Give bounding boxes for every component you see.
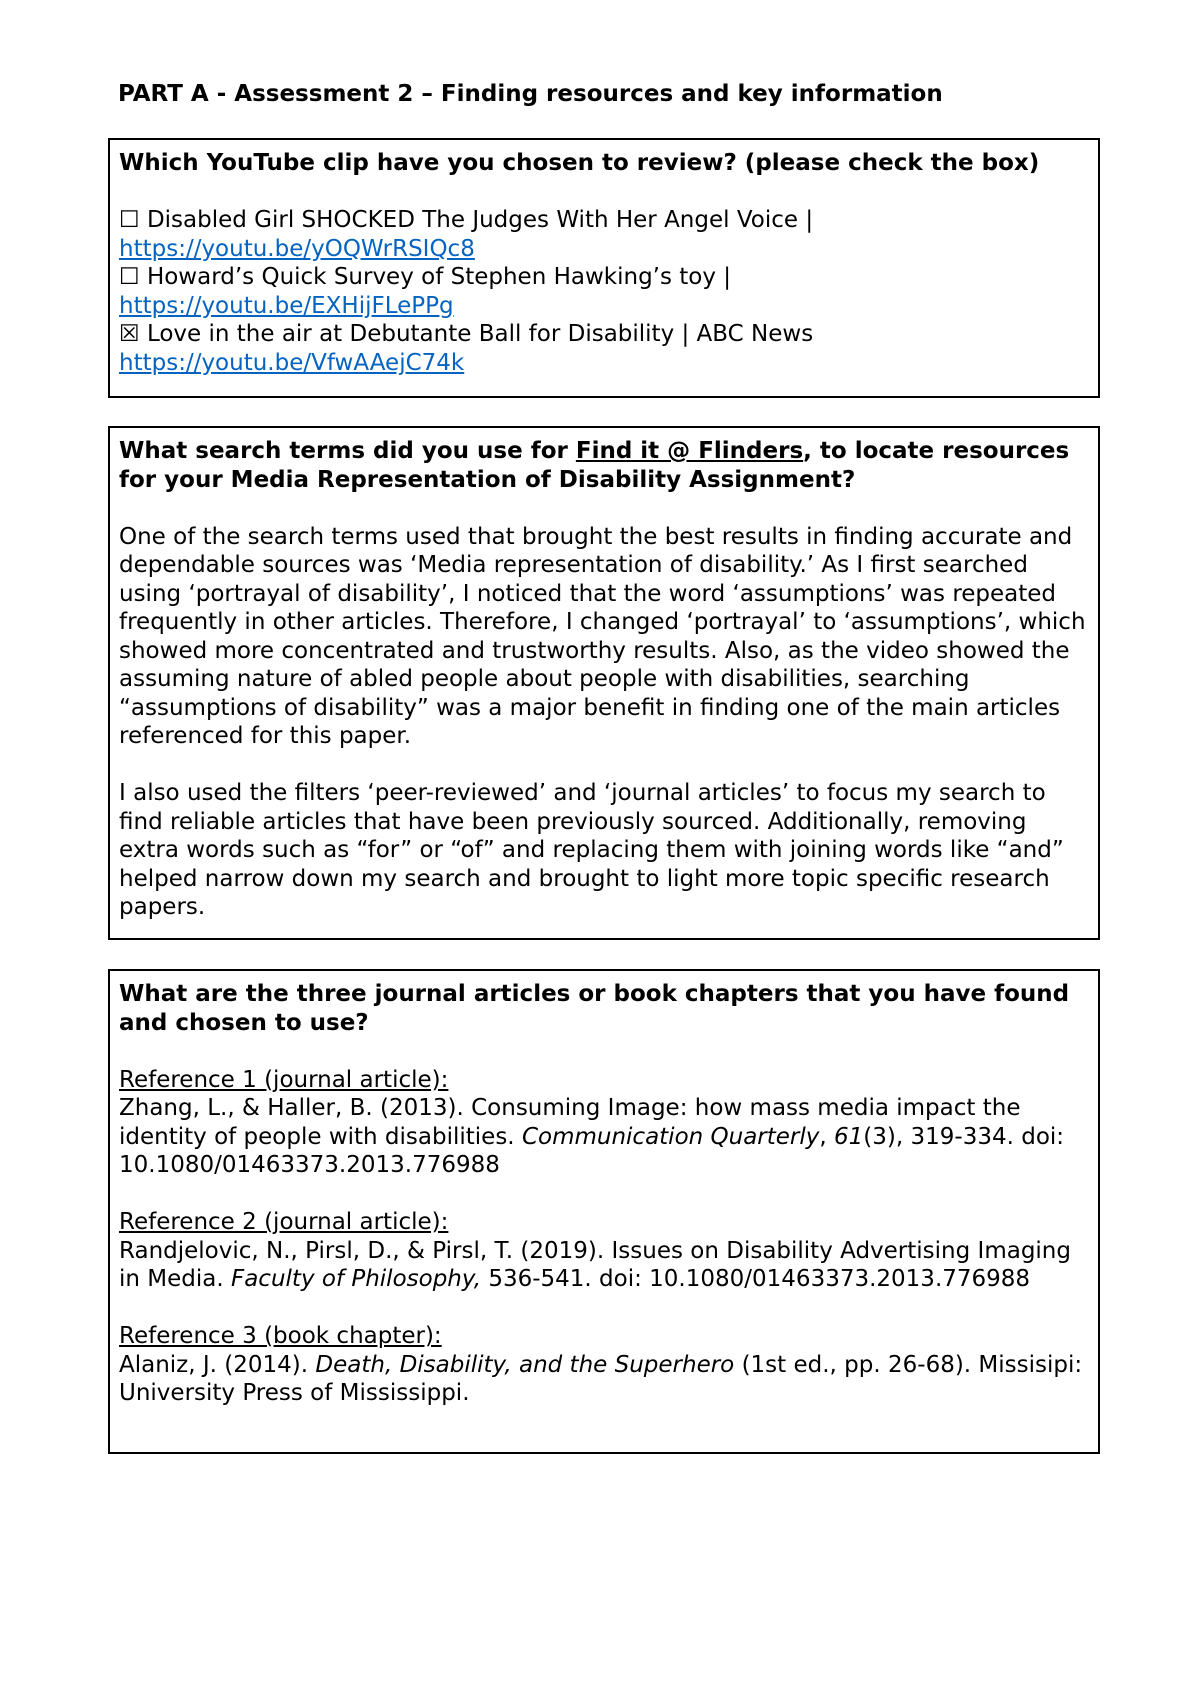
reference-entry <box>119 1322 1089 1408</box>
search-terms-question <box>119 437 1089 494</box>
reference-text: Zhang, L., & Haller, B. (2013). Consuming Image: how mass media impact the identity of people with disabilities. <box>119 1095 1021 1150</box>
reference-text: (3), 319-334. doi: 10.1080/01463373.2013.776988 <box>119 1123 1065 1178</box>
references-question: What are the three journal articles or book chapters that you have found and chosen to use? <box>119 981 1070 1036</box>
video-option <box>119 320 1089 377</box>
reference-text: 536-541. doi: 10.1080/01463373.2013.776988 <box>481 1266 1031 1292</box>
reference-text: , <box>819 1123 835 1150</box>
checkbox-unchecked[interactable]: ☐ <box>119 207 140 233</box>
video-option-title: Howard’s Quick Survey of Stephen Hawking’s toy | <box>146 264 732 290</box>
reference-entry <box>119 1208 1089 1294</box>
video-link[interactable]: https://youtu.be/VfwAAejC74k <box>119 349 465 376</box>
video-choice-question: Which YouTube clip have you chosen to review? (please check the box) <box>119 150 1040 176</box>
reference-entry <box>119 1066 1089 1180</box>
reference-label: Reference 2 (journal article): <box>119 1209 449 1235</box>
video-option-title: Love in the air at Debutante Ball for Disability | ABC News <box>146 321 814 347</box>
reference-volume: 61 <box>834 1123 864 1150</box>
reference-journal: Faculty of Philosophy, <box>230 1266 482 1292</box>
question-text: , to locate resources for your Media Representation of Disability Assignment? <box>119 438 1070 493</box>
reference-book-title: Death, Disability, and the Superhero <box>315 1351 735 1378</box>
reference-label: Reference 3 (book chapter): <box>119 1323 442 1349</box>
page-title: PART A - Assessment 2 – Finding resources and key information <box>118 81 943 107</box>
reference-journal: Communication Quarterly <box>521 1123 820 1150</box>
checkbox-unchecked[interactable]: ☐ <box>119 264 140 290</box>
video-choice-box <box>108 138 1100 398</box>
video-option-title: Disabled Girl SHOCKED The Judges With Her Angel Voice | <box>146 207 814 233</box>
reference-text: Randjelovic, N., Pirsl, D., & Pirsl, T. (2019). Issues on Disability Advertising Imaging in Media. <box>119 1237 1071 1292</box>
answer-paragraph: I also used the filters ‘peer-reviewed’ and ‘journal articles’ to focus my search to find reliable articles that have been previously sourced. Additionally, removing extra words such as “for” or “of” and replacing them with joining words like “and” helped narrow down my search and brought to light more topic specific research papers. <box>119 780 1064 920</box>
find-it-flinders-link[interactable]: Find it @ Flinders <box>575 438 804 464</box>
answer-paragraph: One of the search terms used that brought the best results in finding accurate and dependable sources was ‘Media representation of disability.’ As I first searched using ‘portrayal of disability’, I noticed that the word ‘assumptions’ was repeated frequently in other articles. Therefore, I changed ‘portrayal’ to ‘assumptions’, which showed more concentrated and trustworthy results. Also, as the video showed the assuming nature of abled people about people with disabilities, searching “assumptions of disability” was a major benefit in finding one of the main articles referenced for this paper. <box>119 523 1086 749</box>
reference-text: (1st ed., pp. 26-68). Missisipi: University Press of Mississippi. <box>119 1351 1083 1406</box>
references-box <box>108 969 1100 1454</box>
question-text: What search terms did you use for <box>119 438 576 464</box>
search-terms-box <box>108 426 1100 940</box>
video-option <box>119 206 1089 263</box>
reference-text: Alaniz, J. (2014). <box>119 1351 316 1378</box>
video-link[interactable]: https://youtu.be/EXHijFLePPg <box>119 292 454 319</box>
video-link[interactable]: https://youtu.be/yOQWrRSIQc8 <box>119 235 475 262</box>
checkbox-checked[interactable]: ☒ <box>119 321 140 347</box>
video-option <box>119 263 1089 320</box>
reference-label: Reference 1 (journal article): <box>119 1066 449 1093</box>
